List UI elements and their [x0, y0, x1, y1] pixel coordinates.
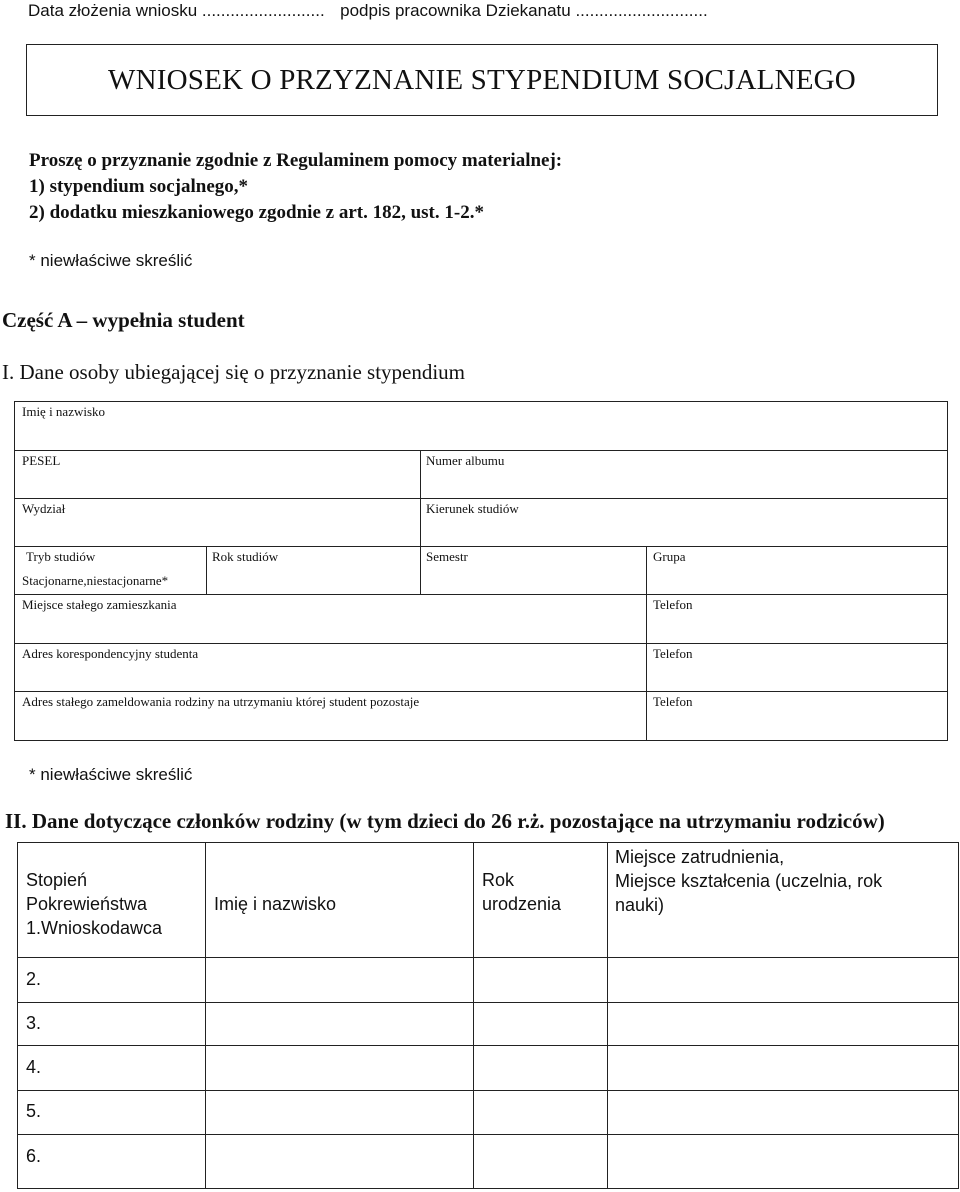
study-year-field-label: Rok studiów — [212, 549, 279, 564]
correspondence-address-field-label: Adres korespondencyjny studenta — [22, 646, 199, 661]
phone-field-label-3: Telefon — [653, 694, 693, 709]
pesel-field-label: PESEL — [22, 453, 61, 468]
workplace-header-line-1: Miejsce zatrudnienia, — [615, 847, 785, 867]
faculty-field-label: Wydział — [22, 501, 66, 516]
phone-field-label-1: Telefon — [653, 597, 693, 612]
residence-field-label: Miejsce stałego zamieszkania — [22, 597, 177, 612]
staff-signature-label: podpis pracownika Dziekanatu ............................ — [340, 1, 708, 20]
workplace-column-header — [615, 845, 882, 917]
birth-year-header-line-1: Rok — [482, 870, 515, 890]
family-name-column-header: Imię i nazwisko — [214, 894, 337, 914]
request-item-1: 1) stypendium socjalnego,* — [29, 176, 249, 197]
strike-note: * niewłaściwe skreślić — [29, 251, 193, 270]
phone-field-label-2: Telefon — [653, 646, 693, 661]
strike-note-2: * niewłaściwe skreślić — [29, 765, 193, 784]
birth-year-header-line-2: urodzenia — [482, 894, 562, 914]
applicant-row-label: 1.Wnioskodawca — [26, 918, 163, 938]
section-2-heading: II. Dane dotyczące członków rodziny (w tym dzieci do 26 r.ż. pozostające na utrzymaniu rodziców) — [5, 809, 885, 833]
workplace-header-line-2: Miejsce kształcenia (uczelnia, rok — [615, 871, 883, 891]
request-lead: Proszę o przyznanie zgodnie z Regulaminem pomocy materialnej: — [29, 150, 563, 171]
major-field-label: Kierunek studiów — [426, 501, 519, 516]
family-row-number: 2. — [26, 969, 42, 989]
relationship-column-header — [26, 868, 162, 940]
birth-year-column-header — [482, 868, 561, 916]
family-row-number: 6. — [26, 1146, 42, 1166]
album-number-field-label: Numer albumu — [426, 453, 505, 468]
name-field-label: Imię i nazwisko — [22, 404, 106, 419]
workplace-header-line-3: nauki) — [615, 895, 665, 915]
family-row-number: 3. — [26, 1013, 42, 1033]
family-address-field-label: Adres stałego zameldowania rodziny na utrzymaniu której student pozostaje — [22, 694, 420, 709]
family-row-number: 5. — [26, 1101, 42, 1121]
relationship-header-line-2: Pokrewieństwa — [26, 894, 148, 914]
submission-date-label: Data złożenia wniosku .......................... — [28, 1, 325, 20]
request-item-2: 2) dodatku mieszkaniowego zgodnie z art. 182, ust. 1-2.* — [29, 202, 484, 223]
part-a-heading: Część A – wypełnia student — [2, 308, 245, 332]
form-title: WNIOSEK O PRZYZNANIE STYPENDIUM SOCJALNEGO — [108, 63, 856, 96]
group-field-label: Grupa — [653, 549, 686, 564]
section-1-heading: I. Dane osoby ubiegającej się o przyznanie stypendium — [2, 360, 466, 384]
semester-field-label: Semestr — [426, 549, 468, 564]
family-row-number: 4. — [26, 1057, 42, 1077]
study-mode-options: Stacjonarne,niestacjonarne* — [22, 573, 169, 588]
study-mode-field-label: Tryb studiów — [26, 549, 96, 564]
relationship-header-line-1: Stopień — [26, 870, 88, 890]
